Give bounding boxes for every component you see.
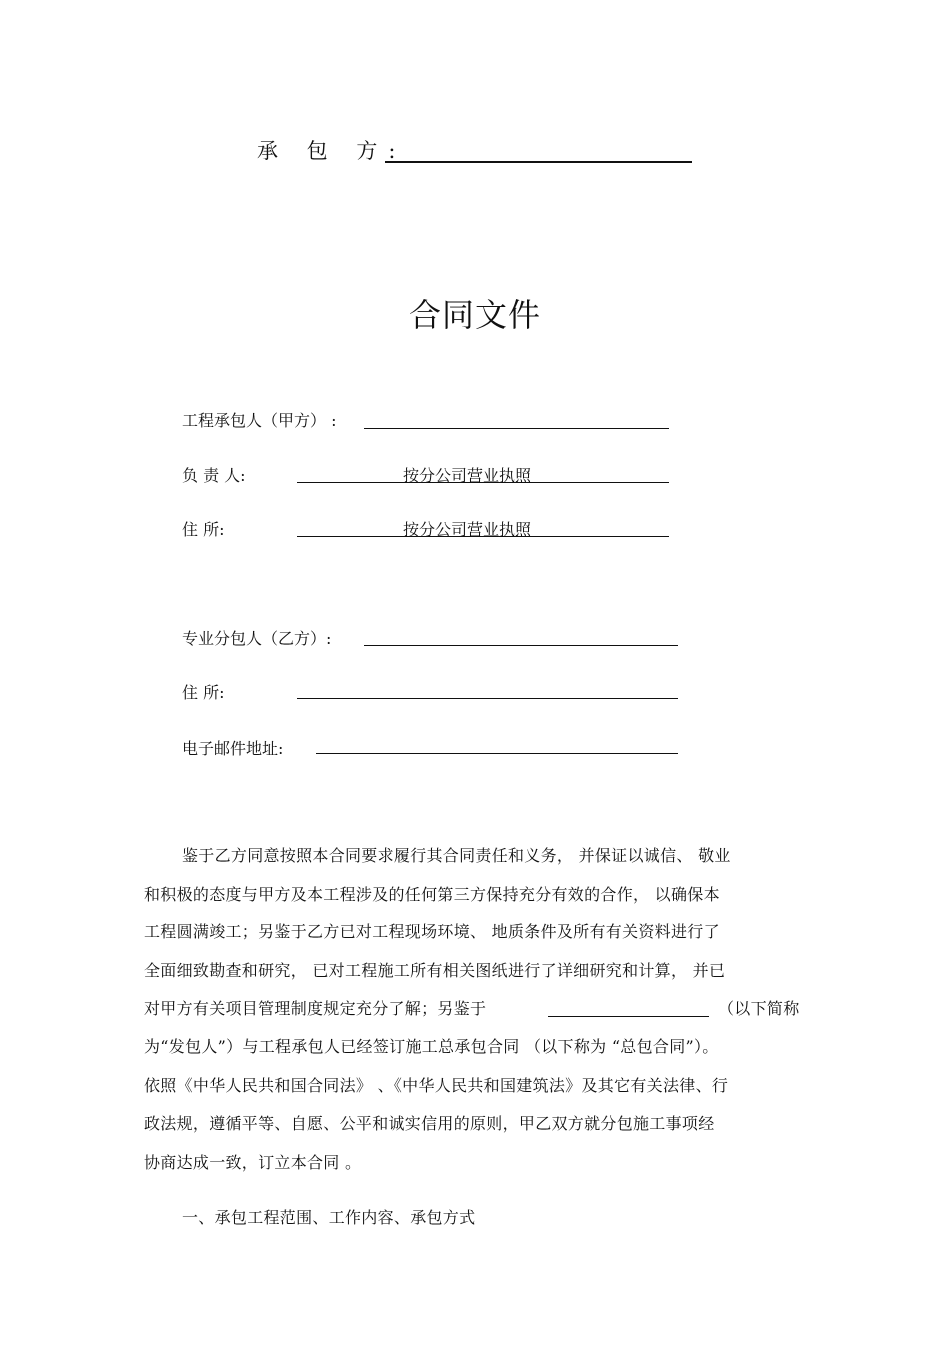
preamble-line-3: 工程圆满竣工；另鉴于乙方已对工程现场环境、 地质条件及所有有关资料进行了 <box>144 922 720 941</box>
preamble-line-2: 和积极的态度与甲方及本工程涉及的任何第三方保持充分有效的合作， 以确保本 <box>144 885 720 904</box>
preamble-line-5b: （以下简称 <box>718 999 800 1018</box>
party-a-address-label: 住 所: <box>182 520 225 539</box>
party-b-subcontractor-label: 专业分包人（乙方）: <box>182 629 332 648</box>
party-b-address-label: 住 所: <box>182 683 225 702</box>
party-a-contractor-blank[interactable] <box>364 428 669 429</box>
preamble-line-6: 为“发包人”）与工程承包人已经签订施工总承包合同 （以下称为 “总包合同”）。 <box>144 1037 719 1056</box>
section-1-heading: 一、承包工程范围、工作内容、承包方式 <box>182 1208 476 1227</box>
party-a-person-value: 按分公司营业执照 <box>403 466 532 485</box>
preamble-line-4: 全面细致勘查和研究， 已对工程施工所有相关图纸进行了详细研究和计算， 并已 <box>144 961 726 980</box>
preamble-line-7: 依照《中华人民共和国合同法》 、《中华人民共和国建筑法》及其它有关法律、行 <box>144 1076 729 1095</box>
party-b-address-blank[interactable] <box>297 698 678 699</box>
preamble-line-1: 鉴于乙方同意按照本合同要求履行其合同责任和义务， 并保证以诚信、 敬业 <box>182 846 731 865</box>
preamble-line-5a: 对甲方有关项目管理制度规定充分了解；另鉴于 <box>144 999 487 1018</box>
preamble-line-8: 政法规，遵循平等、自愿、公平和诚实信用的原则，甲乙双方就分包施工事项经 <box>144 1114 715 1133</box>
preamble-line-9: 协商达成一致，订立本合同 。 <box>144 1153 362 1172</box>
party-b-email-blank[interactable] <box>316 753 678 754</box>
contractor-header-label: 承 包 方: <box>257 139 407 163</box>
party-a-contractor-label: 工程承包人（甲方） : <box>182 411 337 430</box>
party-b-subcontractor-blank[interactable] <box>364 645 678 646</box>
party-a-address-value: 按分公司营业执照 <box>403 520 532 539</box>
contractor-header-blank[interactable] <box>385 161 692 163</box>
party-b-email-label: 电子邮件地址: <box>182 739 284 758</box>
document-title: 合同文件 <box>408 296 541 334</box>
party-a-person-label: 负 责 人: <box>182 466 246 485</box>
employer-name-blank[interactable] <box>548 1016 709 1017</box>
